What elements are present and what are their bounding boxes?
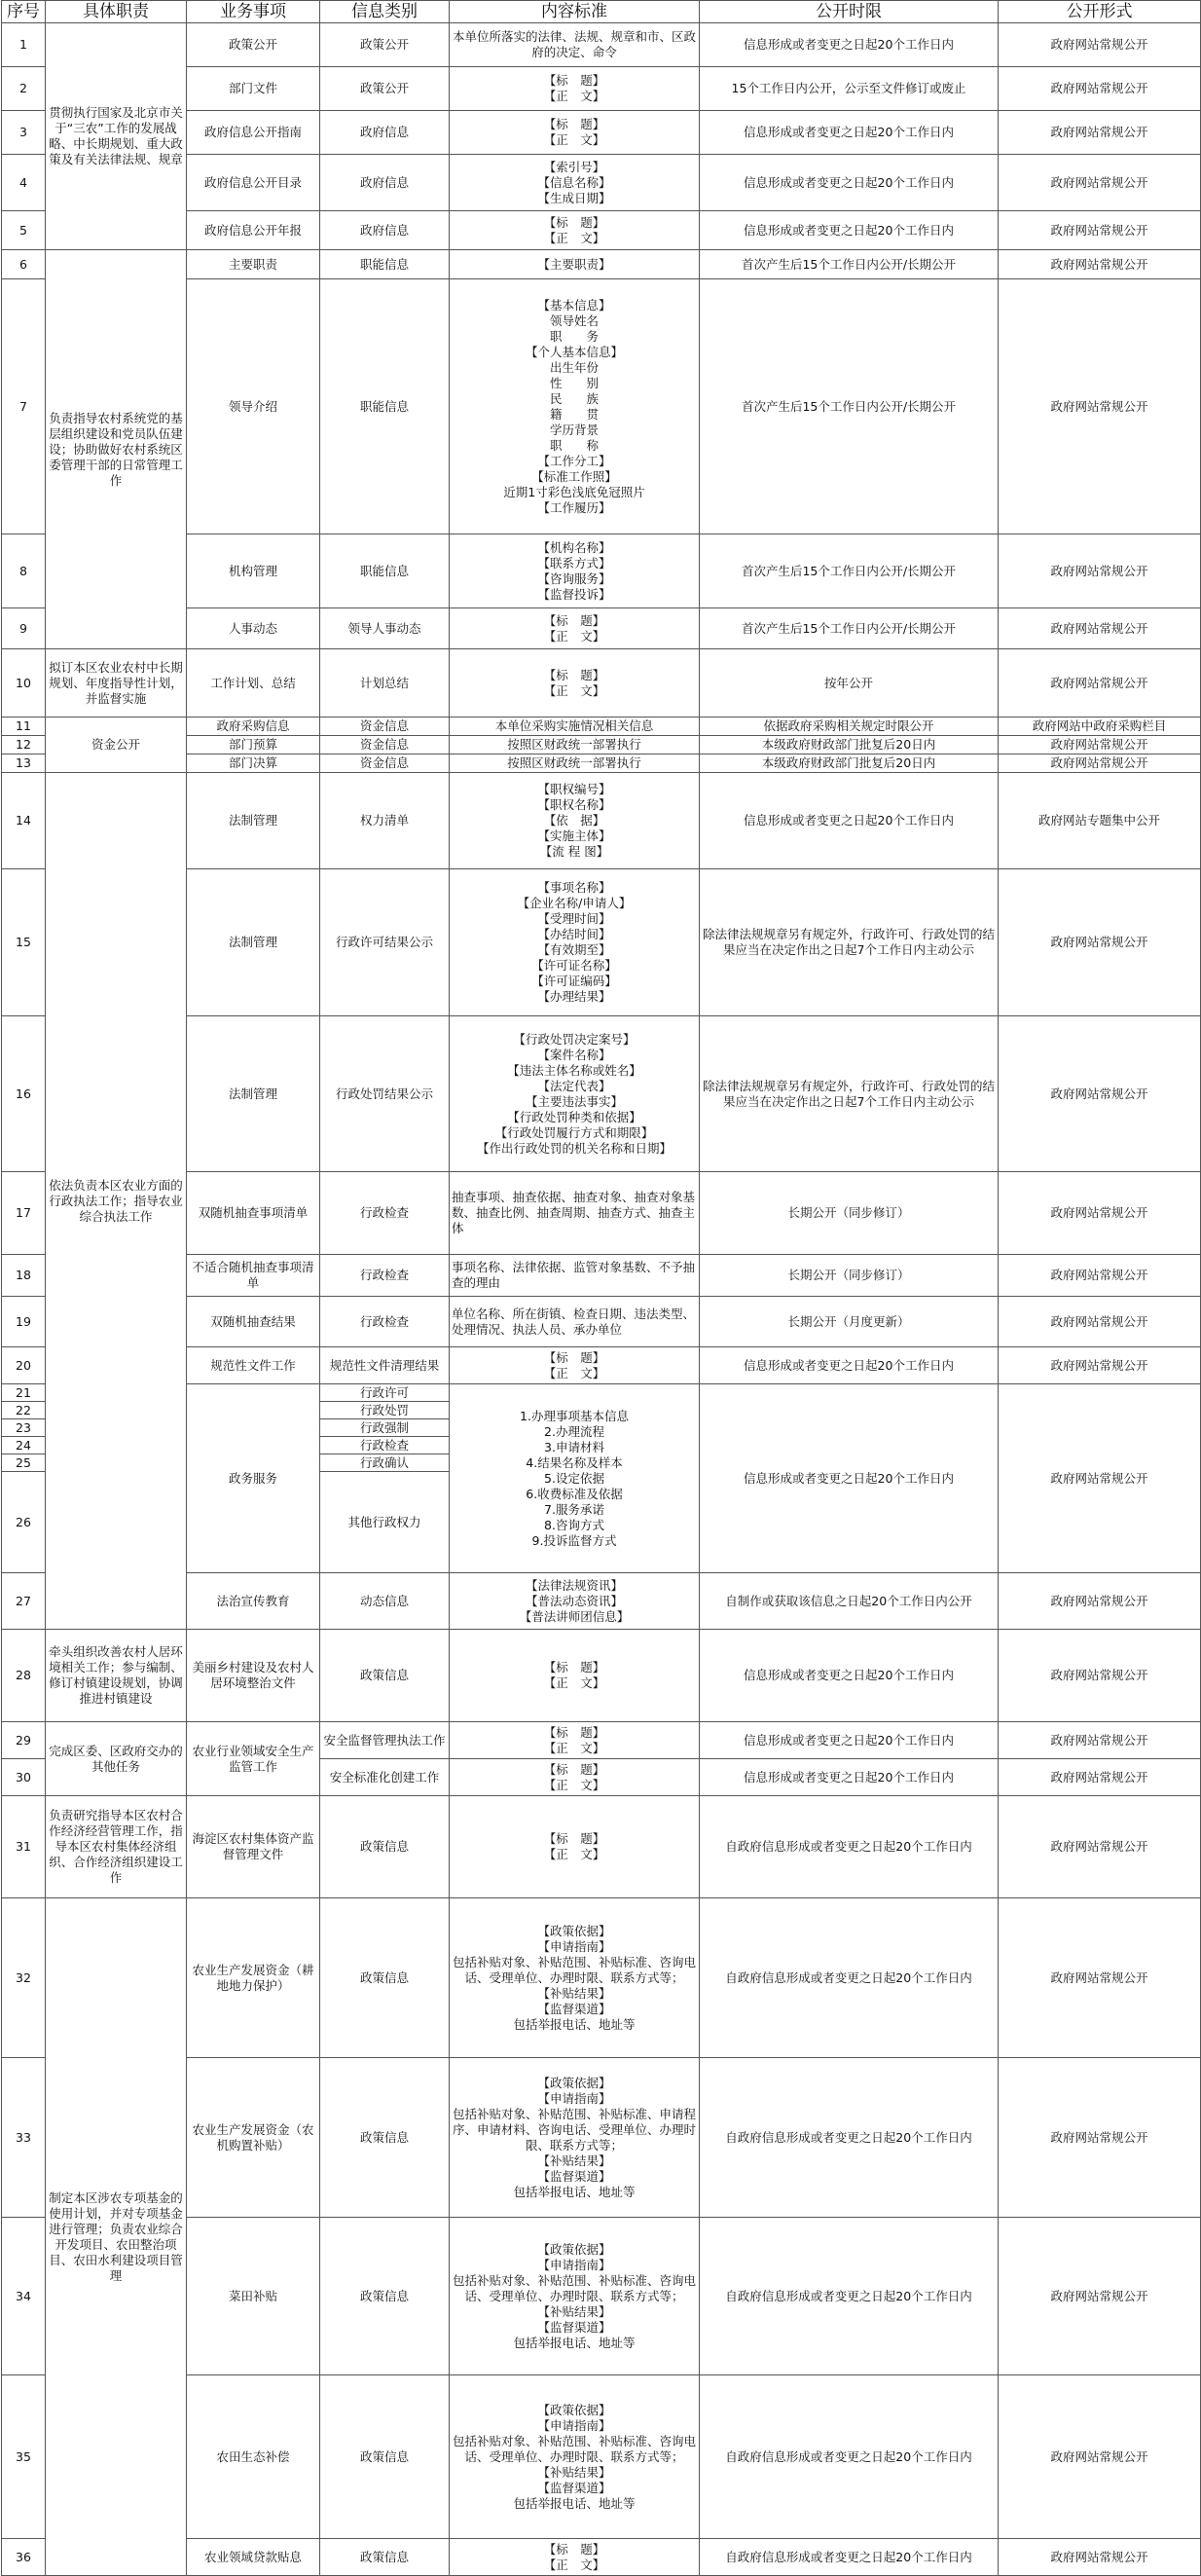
item-cell: 部门决算 (187, 754, 320, 773)
row-number: 33 (2, 2058, 46, 2218)
form-cell: 政府网站常规公开 (999, 2218, 1201, 2375)
time-limit-cell: 自政府信息形成或者变更之日起20个工作日内 (700, 1796, 999, 1898)
category-cell: 行政检查 (320, 1437, 450, 1454)
form-cell: 政府网站专题集中公开 (999, 773, 1201, 869)
item-cell: 工作计划、总结 (187, 649, 320, 718)
category-cell: 职能信息 (320, 534, 450, 608)
form-cell: 政府网站常规公开 (999, 1384, 1201, 1573)
form-cell: 政府网站常规公开 (999, 534, 1201, 608)
row-number: 25 (2, 1454, 46, 1472)
item-cell: 政务服务 (187, 1384, 320, 1573)
item-cell: 政策公开 (187, 23, 320, 67)
standard-cell: 本单位采购实施情况相关信息 (450, 718, 700, 736)
item-cell: 规范性文件工作 (187, 1347, 320, 1384)
table-row (2, 1796, 1201, 1898)
category-cell: 职能信息 (320, 250, 450, 279)
header-form: 公开形式 (999, 1, 1201, 23)
category-cell: 安全标准化创建工作 (320, 1759, 450, 1796)
item-cell: 农田生态补偿 (187, 2375, 320, 2539)
time-limit-cell: 15个工作日内公开，公示至文件修订或废止 (700, 67, 999, 111)
row-number: 29 (2, 1722, 46, 1759)
form-cell: 政府网站常规公开 (999, 1016, 1201, 1172)
form-cell: 政府网站常规公开 (999, 2539, 1201, 2576)
standard-cell: 【标 题】 【正 文】 (450, 67, 700, 111)
form-cell: 政府网站常规公开 (999, 250, 1201, 279)
standard-cell: 【政策依据】 【申请指南】 包括补贴对象、补贴范围、补贴标准、咨询电话、受理单位、办理时限、联系方式等； 【补贴结果】 【监督渠道】 包括举报电话、地址等 (450, 2218, 700, 2375)
row-number: 12 (2, 736, 46, 754)
row-number: 21 (2, 1384, 46, 1402)
time-limit-cell: 自制作或获取该信息之日起20个工作日内公开 (700, 1573, 999, 1630)
standard-cell: 【主要职责】 (450, 250, 700, 279)
row-number: 27 (2, 1573, 46, 1630)
standard-cell: 【政策依据】 【申请指南】 包括补贴对象、补贴范围、补贴标准、申请程序、申请材料、咨询电话、受理单位、办理时限、联系方式等； 【补贴结果】 【监督渠道】 包括举报电话、地址等 (450, 2058, 700, 2218)
form-cell: 政府网站常规公开 (999, 1573, 1201, 1630)
row-number: 16 (2, 1016, 46, 1172)
table-row (2, 1630, 1201, 1722)
form-cell: 政府网站常规公开 (999, 23, 1201, 67)
category-cell: 政策信息 (320, 1898, 450, 2058)
item-cell: 农业行业领域安全生产监管工作 (187, 1722, 320, 1796)
standard-cell: 【政策依据】 【申请指南】 包括补贴对象、补贴范围、补贴标准、咨询电话、受理单位、办理时限、联系方式等； 【补贴结果】 【监督渠道】 包括举报电话、地址等 (450, 1898, 700, 2058)
row-number: 15 (2, 869, 46, 1016)
item-cell: 农业生产发展资金（农机购置补贴） (187, 2058, 320, 2218)
time-limit-cell: 自政府信息形成或者变更之日起20个工作日内 (700, 2058, 999, 2218)
item-cell: 领导介绍 (187, 279, 320, 534)
item-cell: 政府信息公开目录 (187, 155, 320, 211)
form-cell: 政府网站常规公开 (999, 1796, 1201, 1898)
table-row (2, 773, 1201, 869)
row-number: 1 (2, 23, 46, 67)
row-number: 14 (2, 773, 46, 869)
category-cell: 政策公开 (320, 23, 450, 67)
time-limit-cell: 按年公开 (700, 649, 999, 718)
row-number: 22 (2, 1402, 46, 1419)
time-limit-cell: 信息形成或者变更之日起20个工作日内 (700, 1722, 999, 1759)
header-category: 信息类别 (320, 1, 450, 23)
duty-cell: 制定本区涉农专项基金的使用计划，并对专项基金进行管理；负责农业综合开发项目、农田整治项目、农田水利建设项目管理 (46, 1898, 187, 2576)
row-number: 35 (2, 2375, 46, 2539)
category-cell: 行政处罚结果公示 (320, 1016, 450, 1172)
standard-cell: 【标 题】 【正 文】 (450, 2539, 700, 2576)
time-limit-cell: 长期公开（同步修订） (700, 1255, 999, 1297)
table-row (2, 23, 1201, 67)
form-cell: 政府网站常规公开 (999, 1347, 1201, 1384)
row-number: 13 (2, 754, 46, 773)
standard-cell: 【标 题】 【正 文】 (450, 649, 700, 718)
time-limit-cell: 信息形成或者变更之日起20个工作日内 (700, 1384, 999, 1573)
row-number: 24 (2, 1437, 46, 1454)
category-cell: 资金信息 (320, 754, 450, 773)
row-number: 32 (2, 1898, 46, 2058)
time-limit-cell: 自政府信息形成或者变更之日起20个工作日内 (700, 2539, 999, 2576)
time-limit-cell: 首次产生后15个工作日内公开/长期公开 (700, 534, 999, 608)
item-cell: 部门预算 (187, 736, 320, 754)
category-cell: 政府信息 (320, 211, 450, 250)
time-limit-cell: 除法律法规规章另有规定外，行政许可、行政处罚的结果应当在决定作出之日起7个工作日内主动公示 (700, 869, 999, 1016)
time-limit-cell: 除法律法规规章另有规定外，行政许可、行政处罚的结果应当在决定作出之日起7个工作日内主动公示 (700, 1016, 999, 1172)
standard-cell: 按照区财政统一部署执行 (450, 754, 700, 773)
standard-cell: 【标 题】 【正 文】 (450, 111, 700, 155)
row-number: 3 (2, 111, 46, 155)
standard-cell: 【行政处罚决定案号】 【案件名称】 【违法主体名称或姓名】 【法定代表】 【主要违法事实】 【行政处罚种类和依据】 【行政处罚履行方式和期限】 【作出行政处罚的机关名称和日期】 (450, 1016, 700, 1172)
row-number: 18 (2, 1255, 46, 1297)
standard-cell: 按照区财政统一部署执行 (450, 736, 700, 754)
category-cell: 其他行政权力 (320, 1472, 450, 1573)
category-cell: 政策信息 (320, 1630, 450, 1722)
standard-cell: 【索引号】 【信息名称】 【生成日期】 (450, 155, 700, 211)
item-cell: 美丽乡村建设及农村人居环境整治文件 (187, 1630, 320, 1722)
form-cell: 政府网站常规公开 (999, 754, 1201, 773)
standard-cell: 【基本信息】 领导姓名 职 务 【个人基本信息】 出生年份 性 别 民 族 籍 贯 学历背景 职 称 【工作分工】 【标准工作照】 近期1寸彩色浅底免冠照片 【工作履历】 (450, 279, 700, 534)
row-number: 17 (2, 1172, 46, 1255)
time-limit-cell: 信息形成或者变更之日起20个工作日内 (700, 773, 999, 869)
item-cell: 海淀区农村集体资产监督管理文件 (187, 1796, 320, 1898)
form-cell: 政府网站常规公开 (999, 1172, 1201, 1255)
row-number: 7 (2, 279, 46, 534)
category-cell: 政策信息 (320, 2218, 450, 2375)
row-number: 28 (2, 1630, 46, 1722)
standard-cell: 【标 题】 【正 文】 (450, 211, 700, 250)
item-cell: 双随机抽查事项清单 (187, 1172, 320, 1255)
time-limit-cell: 自政府信息形成或者变更之日起20个工作日内 (700, 1898, 999, 2058)
standard-cell: 【标 题】 【正 文】 (450, 608, 700, 649)
item-cell: 不适合随机抽查事项清单 (187, 1255, 320, 1297)
standard-cell: 【法律法规资讯】 【普法动态资讯】 【普法讲师团信息】 (450, 1573, 700, 1630)
row-number: 20 (2, 1347, 46, 1384)
row-number: 8 (2, 534, 46, 608)
form-cell: 政府网站常规公开 (999, 1759, 1201, 1796)
form-cell: 政府网站常规公开 (999, 1722, 1201, 1759)
row-number: 31 (2, 1796, 46, 1898)
item-cell: 法制管理 (187, 869, 320, 1016)
category-cell: 行政许可结果公示 (320, 869, 450, 1016)
duty-cell: 完成区委、区政府交办的其他任务 (46, 1722, 187, 1796)
form-cell: 政府网站常规公开 (999, 111, 1201, 155)
form-cell: 政府网站常规公开 (999, 869, 1201, 1016)
form-cell: 政府网站常规公开 (999, 736, 1201, 754)
standard-cell: 【标 题】 【正 文】 (450, 1630, 700, 1722)
row-number: 19 (2, 1297, 46, 1347)
category-cell: 规范性文件清理结果 (320, 1347, 450, 1384)
item-cell: 政府采购信息 (187, 718, 320, 736)
item-cell: 政府信息公开年报 (187, 211, 320, 250)
standard-cell: 【标 题】 【正 文】 (450, 1759, 700, 1796)
category-cell: 政府信息 (320, 111, 450, 155)
item-cell: 政府信息公开指南 (187, 111, 320, 155)
row-number: 4 (2, 155, 46, 211)
category-cell: 政策信息 (320, 2058, 450, 2218)
header-standard: 内容标准 (450, 1, 700, 23)
duty-cell: 资金公开 (46, 718, 187, 773)
category-cell: 资金信息 (320, 718, 450, 736)
standard-cell: 【标 题】 【正 文】 (450, 1722, 700, 1759)
header-no: 序号 (2, 1, 46, 23)
row-number: 26 (2, 1472, 46, 1573)
category-cell: 动态信息 (320, 1573, 450, 1630)
item-cell: 农业领域贷款贴息 (187, 2539, 320, 2576)
form-cell: 政府网站常规公开 (999, 1297, 1201, 1347)
time-limit-cell: 信息形成或者变更之日起20个工作日内 (700, 23, 999, 67)
form-cell: 政府网站常规公开 (999, 155, 1201, 211)
item-cell: 农业生产发展资金（耕地地力保护） (187, 1898, 320, 2058)
item-cell: 主要职责 (187, 250, 320, 279)
item-cell: 机构管理 (187, 534, 320, 608)
row-number: 5 (2, 211, 46, 250)
category-cell: 资金信息 (320, 736, 450, 754)
category-cell: 领导人事动态 (320, 608, 450, 649)
time-limit-cell: 首次产生后15个工作日内公开/长期公开 (700, 250, 999, 279)
category-cell: 政策信息 (320, 1796, 450, 1898)
row-number: 9 (2, 608, 46, 649)
standard-cell: 事项名称、法律依据、监管对象基数、不予抽查的理由 (450, 1255, 700, 1297)
duty-cell: 贯彻执行国家及北京市关于“三农”工作的发展战略、中长期规划、重大政策及有关法律法规、规章 (46, 23, 187, 250)
standard-cell: 抽查事项、抽查依据、抽查对象、抽查对象基数、抽查比例、抽查周期、抽查方式、抽查主体 (450, 1172, 700, 1255)
standard-cell: 单位名称、所在街镇、检查日期、违法类型、处理情况、执法人员、承办单位 (450, 1297, 700, 1347)
standard-cell: 【职权编号】 【职权名称】 【依 据】 【实施主体】 【流 程 图】 (450, 773, 700, 869)
item-cell: 菜田补贴 (187, 2218, 320, 2375)
duty-cell: 拟订本区农业农村中长期规划、年度指导性计划，并监督实施 (46, 649, 187, 718)
time-limit-cell: 信息形成或者变更之日起20个工作日内 (700, 155, 999, 211)
form-cell: 政府网站常规公开 (999, 608, 1201, 649)
category-cell: 政策信息 (320, 2539, 450, 2576)
header-row (2, 1, 1201, 23)
category-cell: 安全监督管理执法工作 (320, 1722, 450, 1759)
time-limit-cell: 信息形成或者变更之日起20个工作日内 (700, 1347, 999, 1384)
time-limit-cell: 首次产生后15个工作日内公开/长期公开 (700, 279, 999, 534)
category-cell: 行政检查 (320, 1172, 450, 1255)
row-number: 34 (2, 2218, 46, 2375)
time-limit-cell: 信息形成或者变更之日起20个工作日内 (700, 211, 999, 250)
time-limit-cell: 依据政府采购相关规定时限公开 (700, 718, 999, 736)
time-limit-cell: 信息形成或者变更之日起20个工作日内 (700, 1630, 999, 1722)
header-time-limit: 公开时限 (700, 1, 999, 23)
row-number: 11 (2, 718, 46, 736)
row-number: 36 (2, 2539, 46, 2576)
standard-cell: 【政策依据】 【申请指南】 包括补贴对象、补贴范围、补贴标准、咨询电话、受理单位、办理时限、联系方式等； 【补贴结果】 【监督渠道】 包括举报电话、地址等 (450, 2375, 700, 2539)
table-row (2, 1898, 1201, 2058)
item-cell: 双随机抽查结果 (187, 1297, 320, 1347)
item-cell: 法治宣传教育 (187, 1573, 320, 1630)
duty-cell: 负责研究指导本区农村合作经济经营管理工作，指导本区农村集体经济组织、合作经济组织建设工作 (46, 1796, 187, 1898)
row-number: 2 (2, 67, 46, 111)
item-cell: 法制管理 (187, 773, 320, 869)
form-cell: 政府网站常规公开 (999, 1898, 1201, 2058)
row-number: 6 (2, 250, 46, 279)
time-limit-cell: 本级政府财政部门批复后20日内 (700, 736, 999, 754)
form-cell: 政府网站常规公开 (999, 1255, 1201, 1297)
category-cell: 行政检查 (320, 1297, 450, 1347)
duty-cell: 依法负责本区农业方面的行政执法工作；指导农业综合执法工作 (46, 773, 187, 1630)
standard-cell: 【标 题】 【正 文】 (450, 1347, 700, 1384)
row-number: 30 (2, 1759, 46, 1796)
category-cell: 行政确认 (320, 1454, 450, 1472)
duty-cell: 负责指导农村系统党的基层组织建设和党员队伍建设；协助做好农村系统区委管理干部的日常管理工作 (46, 250, 187, 649)
table-row (2, 718, 1201, 736)
category-cell: 行政许可 (320, 1384, 450, 1402)
category-cell: 职能信息 (320, 279, 450, 534)
header-item: 业务事项 (187, 1, 320, 23)
form-cell: 政府网站常规公开 (999, 211, 1201, 250)
time-limit-cell: 本级政府财政部门批复后20日内 (700, 754, 999, 773)
standard-cell: 1.办理事项基本信息 2.办理流程 3.申请材料 4.结果名称及样本 5.设定依据 6.收费标准及依据 7.服务承诺 8.咨询方式 9.投诉监督方式 (450, 1384, 700, 1573)
item-cell: 人事动态 (187, 608, 320, 649)
category-cell: 行政处罚 (320, 1402, 450, 1419)
category-cell: 行政检查 (320, 1255, 450, 1297)
row-number: 10 (2, 649, 46, 718)
time-limit-cell: 自政府信息形成或者变更之日起20个工作日内 (700, 2375, 999, 2539)
time-limit-cell: 信息形成或者变更之日起20个工作日内 (700, 111, 999, 155)
category-cell: 政策公开 (320, 67, 450, 111)
form-cell: 政府网站常规公开 (999, 649, 1201, 718)
time-limit-cell: 长期公开（月度更新） (700, 1297, 999, 1347)
item-cell: 法制管理 (187, 1016, 320, 1172)
standard-cell: 【事项名称】 【企业名称/申请人】 【受理时间】 【办结时间】 【有效期至】 【许可证名称】 【许可证编码】 【办理结果】 (450, 869, 700, 1016)
form-cell: 政府网站常规公开 (999, 67, 1201, 111)
header-duty: 具体职责 (46, 1, 187, 23)
time-limit-cell: 信息形成或者变更之日起20个工作日内 (700, 1759, 999, 1796)
form-cell: 政府网站常规公开 (999, 279, 1201, 534)
form-cell: 政府网站常规公开 (999, 1630, 1201, 1722)
category-cell: 行政强制 (320, 1419, 450, 1437)
form-cell: 政府网站中政府采购栏目 (999, 718, 1201, 736)
time-limit-cell: 长期公开（同步修订） (700, 1172, 999, 1255)
standard-cell: 【机构名称】 【联系方式】 【咨询服务】 【监督投诉】 (450, 534, 700, 608)
disclosure-table (1, 0, 1201, 2576)
duty-cell: 牵头组织改善农村人居环境相关工作；参与编制、修订村镇建设规划，协调推进村镇建设 (46, 1630, 187, 1722)
form-cell: 政府网站常规公开 (999, 2375, 1201, 2539)
category-cell: 计划总结 (320, 649, 450, 718)
standard-cell: 本单位所落实的法律、法规、规章和市、区政府的决定、命令 (450, 23, 700, 67)
table-row (2, 1722, 1201, 1759)
standard-cell: 【标 题】 【正 文】 (450, 1796, 700, 1898)
time-limit-cell: 自政府信息形成或者变更之日起20个工作日内 (700, 2218, 999, 2375)
row-number: 23 (2, 1419, 46, 1437)
category-cell: 权力清单 (320, 773, 450, 869)
table-row (2, 250, 1201, 279)
item-cell: 部门文件 (187, 67, 320, 111)
time-limit-cell: 首次产生后15个工作日内公开/长期公开 (700, 608, 999, 649)
form-cell: 政府网站常规公开 (999, 2058, 1201, 2218)
table-row (2, 649, 1201, 718)
category-cell: 政策信息 (320, 2375, 450, 2539)
category-cell: 政府信息 (320, 155, 450, 211)
